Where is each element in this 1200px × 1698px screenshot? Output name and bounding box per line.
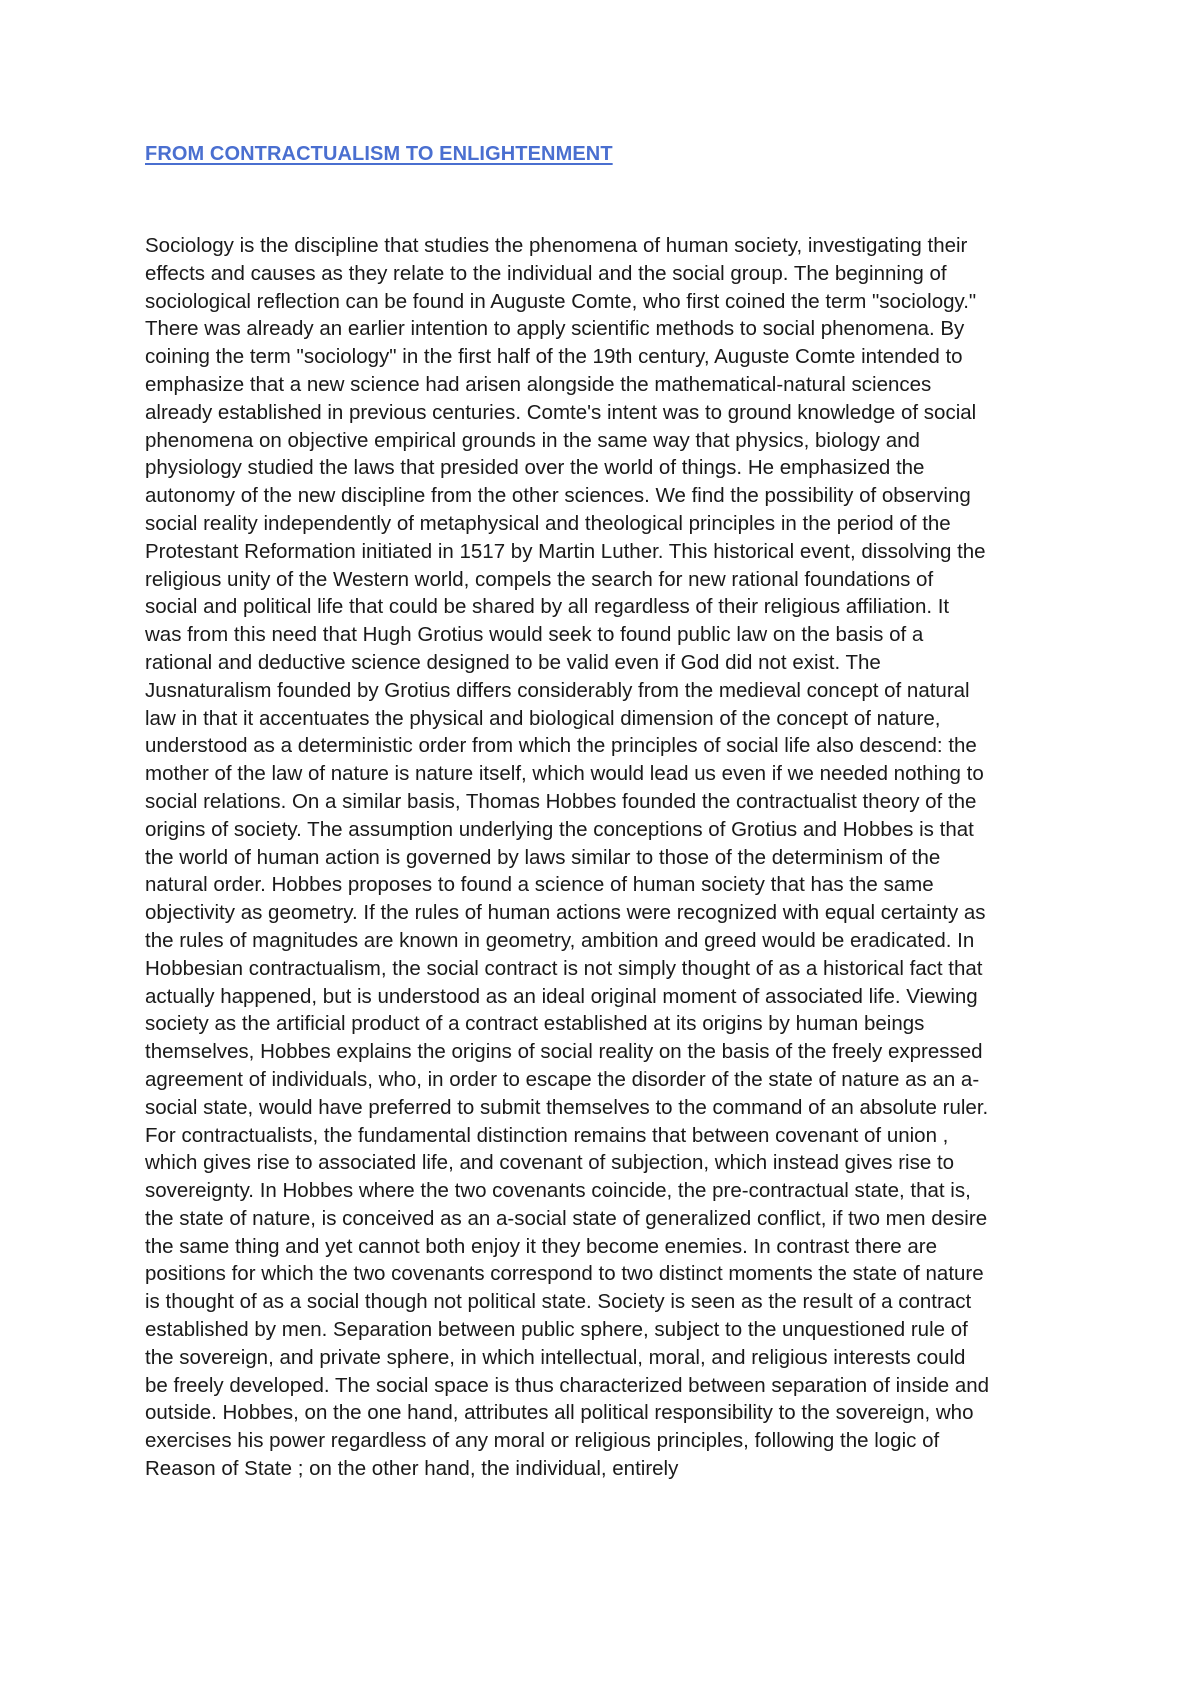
- body-text-line: natural order. Hobbes proposes to found a science of human society that has the same: [145, 873, 934, 897]
- body-paragraph: [145, 232, 1095, 1483]
- document-title[interactable]: FROM CONTRACTUALISM TO ENLIGHTENMENT: [145, 143, 613, 165]
- body-text-line: sovereignty. In Hobbes where the two covenants coincide, the pre-contractual state, that is,: [145, 1179, 971, 1203]
- body-text-line: Hobbesian contractualism, the social contract is not simply thought of as a historical fact that: [145, 956, 983, 980]
- body-text-line: themselves, Hobbes explains the origins of social reality on the basis of the freely expressed: [145, 1040, 983, 1064]
- body-text-line: There was already an earlier intention to apply scientific methods to social phenomena. By: [145, 317, 965, 341]
- body-text-line: Jusnaturalism founded by Grotius differs considerably from the medieval concept of natural: [145, 678, 970, 702]
- body-text-line: the world of human action is governed by laws similar to those of the determinism of the: [145, 845, 941, 869]
- body-text-line: social relations. On a similar basis, Thomas Hobbes founded the contractualist theory of the: [145, 789, 977, 813]
- body-text-line: the state of nature, is conceived as an a-social state of generalized conflict, if two men desire: [145, 1206, 988, 1230]
- body-text-line: For contractualists, the fundamental distinction remains that between covenant of union ,: [145, 1123, 949, 1147]
- body-text-line: society as the artificial product of a contract established at its origins by human beings: [145, 1012, 925, 1036]
- body-text-line: emphasize that a new science had arisen alongside the mathematical-natural sciences: [145, 372, 932, 396]
- body-text-line: rational and deductive science designed to be valid even if God did not exist. The: [145, 650, 881, 674]
- body-text-line: the rules of magnitudes are known in geometry, ambition and greed would be eradicated. In: [145, 928, 975, 952]
- body-text-line: agreement of individuals, who, in order to escape the disorder of the state of nature as an a-: [145, 1067, 980, 1091]
- body-text-line: physiology studied the laws that presided over the world of things. He emphasized the: [145, 456, 925, 480]
- body-text-line: social state, would have preferred to submit themselves to the command of an absolute ruler.: [145, 1095, 989, 1119]
- body-text-line: was from this need that Hugh Grotius would seek to found public law on the basis of a: [145, 623, 924, 647]
- body-text-line: effects and causes as they relate to the individual and the social group. The beginning of: [145, 261, 947, 285]
- body-text-line: positions for which the two covenants correspond to two distinct moments the state of nature: [145, 1262, 984, 1286]
- body-text-line: social reality independently of metaphysical and theological principles in the period of the: [145, 511, 951, 535]
- body-text-line: the sovereign, and private sphere, in which intellectual, moral, and religious interests could: [145, 1345, 966, 1369]
- body-text-line: phenomena on objective empirical grounds in the same way that physics, biology and: [145, 428, 920, 452]
- body-text-line: understood as a deterministic order from which the principles of social life also descend: the: [145, 734, 977, 758]
- body-text-line: law in that it accentuates the physical and biological dimension of the concept of nature,: [145, 706, 941, 730]
- body-text-line: is thought of as a social though not political state. Society is seen as the result of a contract: [145, 1290, 972, 1314]
- body-text-line: social and political life that could be shared by all regardless of their religious affiliation. It: [145, 595, 950, 619]
- body-text-line: religious unity of the Western world, compels the search for new rational foundations of: [145, 567, 934, 591]
- body-text-line: autonomy of the new discipline from the other sciences. We find the possibility of observing: [145, 484, 971, 508]
- body-text-line: exercises his power regardless of any moral or religious principles, following the logic of: [145, 1429, 940, 1453]
- body-text-line: which gives rise to associated life, and covenant of subjection, which instead gives rise to: [145, 1151, 955, 1175]
- body-text-line: the same thing and yet cannot both enjoy it they become enemies. In contrast there are: [145, 1234, 938, 1258]
- body-text-line: mother of the law of nature is nature itself, which would lead us even if we needed nothing to: [145, 762, 984, 786]
- body-text-line: Reason of State ; on the other hand, the individual, entirely: [145, 1457, 679, 1481]
- body-text-line: objectivity as geometry. If the rules of human actions were recognized with equal certainty as: [145, 901, 986, 925]
- body-text-line: origins of society. The assumption underlying the conceptions of Grotius and Hobbes is that: [145, 817, 974, 841]
- body-text-line: coining the term "sociology" in the first half of the 19th century, Auguste Comte intended to: [145, 345, 963, 369]
- body-text-line: sociological reflection can be found in Auguste Comte, who first coined the term "sociology.": [145, 289, 977, 313]
- body-text-line: outside. Hobbes, on the one hand, attributes all political responsibility to the sovereign, who: [145, 1401, 974, 1425]
- body-text-line: established by men. Separation between public sphere, subject to the unquestioned rule of: [145, 1318, 968, 1342]
- body-text-line: actually happened, but is understood as an ideal original moment of associated life. Viewing: [145, 984, 978, 1008]
- body-text-line: Sociology is the discipline that studies the phenomena of human society, investigating their: [145, 234, 968, 257]
- body-text-line: be freely developed. The social space is thus characterized between separation of inside and: [145, 1373, 990, 1397]
- body-text-line: already established in previous centuries. Comte's intent was to ground knowledge of social: [145, 400, 977, 424]
- body-text-line: Protestant Reformation initiated in 1517 by Martin Luther. This historical event, dissolving the: [145, 539, 986, 563]
